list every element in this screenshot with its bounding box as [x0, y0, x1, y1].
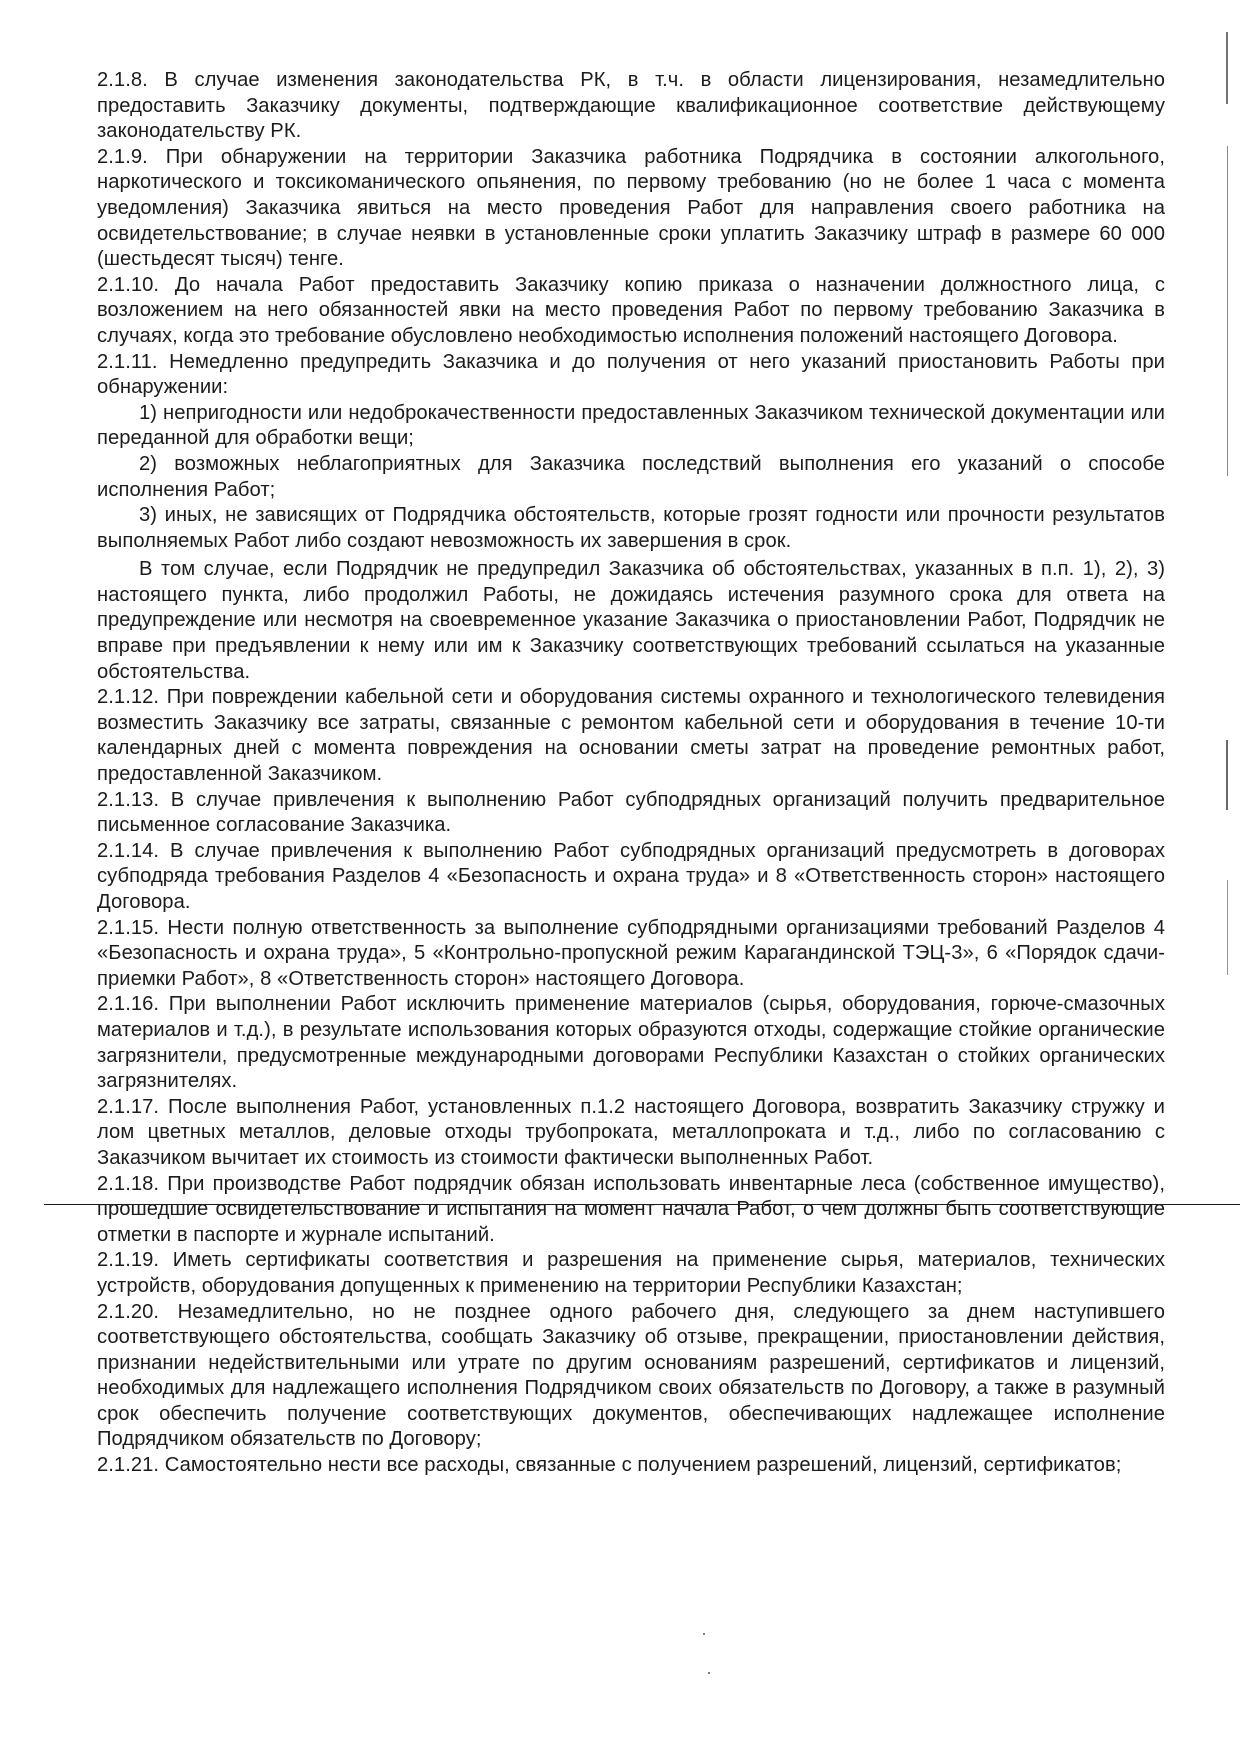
- clause-2-1-13: 2.1.13. В случае привлечения к выполнению Работ субподрядных организаций получить предварительное письменное согласование Заказчика.: [97, 788, 1165, 837]
- document-body: [97, 68, 1165, 1479]
- horizontal-rule-line: [44, 1204, 1240, 1205]
- clause-2-1-19: 2.1.19. Иметь сертификаты соответствия и разрешения на применение сырья, материалов, технических устройств, оборудования допущенных к применению на территории Республики Казахстан;: [97, 1249, 1165, 1297]
- scan-edge-mark: [1227, 880, 1228, 975]
- clause-2-1-8: 2.1.8. В случае изменения законодательства РК, в т.ч. в области лицензирования, незамедлительно предоставить Заказчику документы, подтверждающие квалификационное соответствие действующему законодательству РК.: [97, 69, 1165, 143]
- clause-2-1-11-item-3: 3) иных, не зависящих от Подрядчика обстоятельств, которые грозят годности или прочности результатов выполняемых Работ либо создают невозможность их завершения в срок.: [97, 504, 1165, 552]
- clause-2-1-20: 2.1.20. Незамедлительно, но не позднее одного рабочего дня, следующего за днем наступившего соответствующего обстоятельства, сообщать Заказчику об отзыве, прекращении, приостановлении действия, признании недействительными или утрате по другим основаниям разрешений, сертификатов и лицензий, необходимых для надлежащего исполнения Подрядчиком своих обязательств по Договору, а также в разумный срок обеспечить получение соответствующих документов, обеспечивающих надлежащее исполнение Подрядчиком обязательств по Договору;: [97, 1300, 1165, 1451]
- scan-speck: [708, 1672, 710, 1674]
- clause-2-1-12: 2.1.12. При повреждении кабельной сети и оборудования системы охранного и технологического телевидения возместить Заказчику все затраты, связанные с ремонтом кабельной сети и оборудования в течение 10-ти календарных дней с момента повреждения на основании сметы затрат на проведение ремонтных работ, предоставленной Заказчиком.: [97, 686, 1165, 786]
- scan-speck: [703, 1633, 705, 1635]
- clause-2-1-11-item-2: 2) возможных неблагоприятных для Заказчика последствий выполнения его указаний о способе исполнения Работ;: [97, 452, 1165, 501]
- clause-2-1-10: 2.1.10. До начала Работ предоставить Заказчику копию приказа о назначении должностного лица, с возложением на него обязанностей явки на место проведения Работ по первому требованию Заказчика в случаях, когда это требование обусловлено необходимостью исполнения положений настоящего Договора.: [97, 273, 1165, 347]
- clause-2-1-9: 2.1.9. При обнаружении на территории Заказчика работника Подрядчика в состоянии алкогольного, наркотического и токсикоманического опьянения, по первому требованию (но не более 1 часа с момента уведомления) Заказчика явиться на место проведения Работ для направления своего работника на освидетельствование; в случае неявки в установленные сроки уплатить Заказчику штраф в размере 60 000 (шестьдесят тысяч) тенге.: [97, 145, 1165, 271]
- clause-2-1-21: 2.1.21. Самостоятельно нести все расходы, связанные с получением разрешений, лицензий, сертификатов;: [97, 1454, 1122, 1477]
- clause-2-1-11-note: В том случае, если Подрядчик не предупредил Заказчика об обстоятельствах, указанных в п.п. 1), 2), 3) настоящего пункта, либо продолжил Работы, не дожидаясь истечения разумного срока для ответа на предупреждение или несмотря на своевременное указание Заказчика о приостановлении Работ, Подрядчик не вправе при предъявлении к нему или им к Заказчику соответствующих требований ссылаться на указанные обстоятельства.: [97, 558, 1165, 683]
- clause-2-1-18: 2.1.18. При производстве Работ подрядчик обязан использовать инвентарные леса (собственное имущество), прошедшие освидетельствование и испытания на момент начала Работ, о чем должны быть соответствующие отметки в паспорте и журнале испытаний.: [97, 1172, 1165, 1246]
- clause-2-1-15: 2.1.15. Нести полную ответственность за выполнение субподрядными организациями требований Разделов 4 «Безопасность и охрана труда», 5 «Контрольно-пропускной режим Карагандинской ТЭЦ-3», 6 «Порядок сдачи-приемки Работ», 8 «Ответственность сторон» настоящего Договора.: [97, 916, 1165, 990]
- scan-edge-mark: [1226, 740, 1228, 810]
- clause-2-1-17: 2.1.17. После выполнения Работ, установленных п.1.2 настоящего Договора, возвратить Заказчику стружку и лом цветных металлов, деловые отходы трубопроката, металлопроката и т.д., либо по согласованию с Заказчиком вычитает их стоимость из стоимости фактически выполненных Работ.: [97, 1095, 1165, 1169]
- clause-2-1-14: 2.1.14. В случае привлечения к выполнению Работ субподрядных организаций предусмотреть в договорах субподряда требования Разделов 4 «Безопасность и охрана труда» и 8 «Ответственность сторон» настоящего Договора.: [97, 839, 1165, 913]
- scan-edge-mark: [1227, 146, 1228, 476]
- clause-2-1-16: 2.1.16. При выполнении Работ исключить применение материалов (сырья, оборудования, горюче-смазочных материалов и т.д.), в результате использования которых образуются отходы, содержащие стойкие органические загрязнители, предусмотренные международными договорами Республики Казахстан о стойких органических загрязнителях.: [97, 993, 1165, 1093]
- clause-2-1-11: 2.1.11. Немедленно предупредить Заказчика и до получения от него указаний приостановить Работы при обнаружении:: [97, 350, 1165, 399]
- clause-2-1-11-item-1: 1) непригодности или недоброкачественности предоставленных Заказчиком технической документации или переданной для обработки вещи;: [97, 401, 1165, 450]
- scan-edge-mark: [1226, 32, 1228, 104]
